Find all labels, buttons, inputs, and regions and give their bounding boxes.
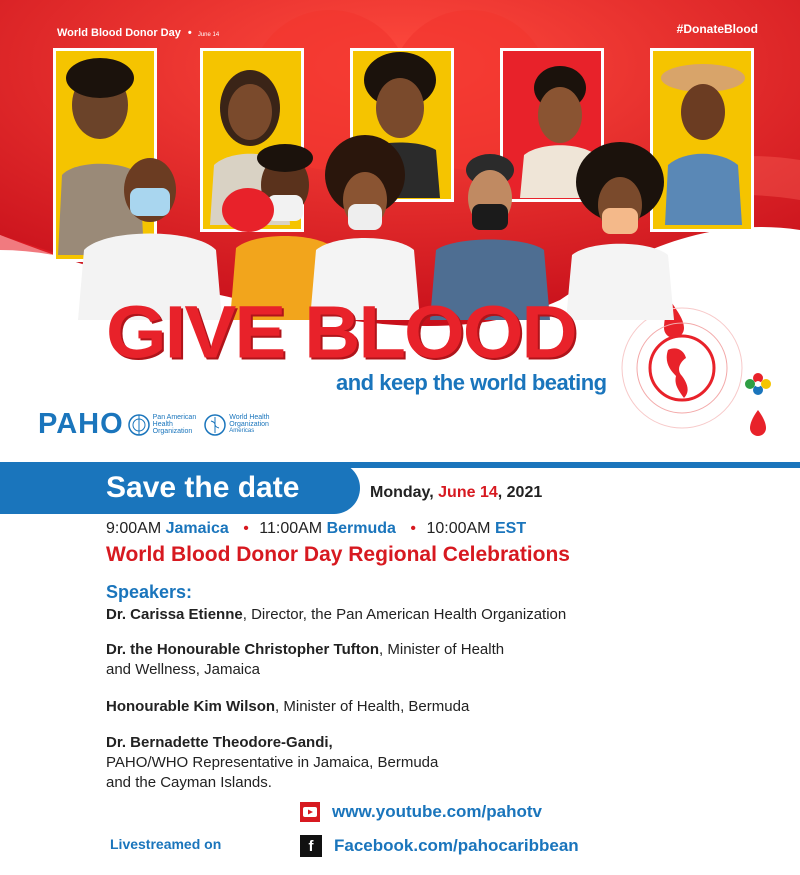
who-org-name: World Health Organization Americas [229, 414, 270, 434]
save-the-date-label: Save the date [106, 471, 300, 504]
speaker-4 [106, 733, 666, 793]
youtube-link[interactable]: www.youtube.com/pahotv [332, 802, 542, 821]
place-bermuda: Bermuda [326, 520, 396, 537]
paho-emblem-icon [128, 414, 150, 436]
person-5 [661, 64, 745, 225]
speaker-name: Dr. the Honourable Christopher Tufton [106, 641, 380, 658]
place-jamaica: Jamaica [165, 520, 229, 537]
time-est: 10:00AM [426, 520, 491, 537]
event-title: World Blood Donor Day Regional Celebrations [106, 543, 570, 566]
time-jamaica: 9:00AM [106, 520, 162, 537]
youtube-link-row[interactable] [300, 802, 542, 822]
time-bermuda: 11:00AM [259, 520, 323, 537]
event-weekday: Monday, [370, 484, 434, 501]
donor-portraits [0, 0, 800, 320]
event-year: , 2021 [497, 484, 543, 501]
event-tag-text: World Blood Donor Day [57, 27, 181, 39]
person-1 [58, 58, 144, 255]
speakers-heading: Speakers: [106, 582, 193, 602]
facebook-link-row[interactable] [300, 835, 579, 857]
event-tag: World Blood Donor Day • June 14 [57, 27, 220, 39]
speaker-name: Dr. Carissa Etienne [106, 606, 243, 623]
paho-org-name: Pan American Health Organization [152, 414, 197, 435]
event-day: June 14 [438, 484, 498, 501]
event-date [370, 484, 542, 502]
headline: GIVE BLOOD [106, 289, 576, 374]
speaker-name: Dr. Bernadette Theodore-Gandi, [106, 734, 333, 751]
youtube-icon[interactable] [300, 802, 320, 822]
speaker-1 [106, 605, 666, 625]
speaker-2 [106, 640, 666, 680]
org-logos [38, 408, 270, 441]
speaker-3 [106, 697, 666, 717]
speaker-role-line-2: and the Cayman Islands. [106, 774, 272, 791]
who-emblem-icon [204, 414, 226, 436]
facebook-link[interactable]: Facebook.com/pahocaribbean [334, 836, 579, 855]
speaker-role: , Minister of Health, Bermuda [275, 698, 470, 715]
speaker-role: , Director, the Pan American Health Organization [242, 606, 567, 623]
livestream-label: Livestreamed on [110, 836, 222, 852]
speaker-name: Honourable Kim Wilson [106, 698, 276, 715]
hashtag: #DonateBlood [676, 22, 758, 36]
person-10 [566, 142, 674, 320]
save-the-date-banner [0, 462, 360, 514]
speaker-role-line-2: and Wellness, Jamaica [106, 661, 260, 678]
facebook-icon[interactable]: f [300, 835, 322, 857]
paho-logo: PAHO [38, 408, 124, 440]
speaker-role: , Minister of Health [379, 641, 505, 658]
tagline: and keep the world beating [336, 370, 607, 395]
event-tag-date: June 14 [197, 32, 220, 38]
event-times: 9:00AM Jamaica • 11:00AM Bermuda • 10:00AM EST [106, 520, 527, 537]
speaker-role: PAHO/WHO Representative in Jamaica, Bermuda [106, 754, 439, 771]
place-est: EST [494, 520, 527, 537]
